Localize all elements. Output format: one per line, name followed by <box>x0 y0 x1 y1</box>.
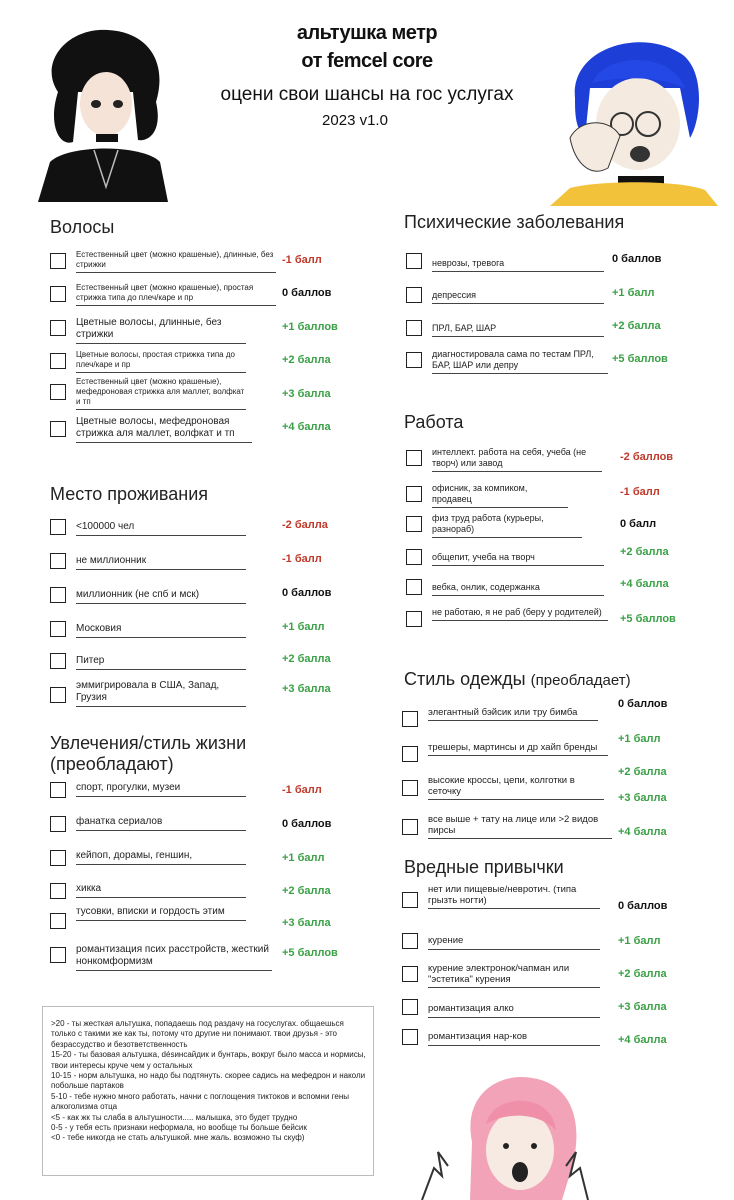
section-title-hair: Волосы <box>50 217 115 237</box>
item-points: +1 баллов <box>282 321 338 333</box>
item-label: курение электронок/чапман или "эстетика" курения <box>428 963 600 988</box>
item-points: -1 балл <box>282 784 322 796</box>
item-points: -1 балл <box>282 553 322 565</box>
item-points: +3 балла <box>618 792 667 804</box>
item-label: миллионник (не спб и мск) <box>76 589 246 604</box>
checkbox[interactable] <box>50 850 66 866</box>
goth-girl-illustration <box>28 22 176 202</box>
checkbox[interactable] <box>50 653 66 669</box>
score-legend-line: 15-20 - ты базовая альтушка, désинсайдик и бунтарь, вокруг было масса и нормисы, твои интересы круче чем у остальных <box>51 1050 366 1070</box>
item-label: все выше + тату на лице или >2 видов пирсы <box>428 814 612 839</box>
item-points: +5 баллов <box>620 613 676 625</box>
item-label: Естественный цвет (можно крашеные), простая стрижка типа до плеч/каре и пр <box>76 283 276 306</box>
score-legend-line: 0-5 - у тебя есть признаки неформала, но вообще ты больше бейсик <box>51 1123 307 1133</box>
item-label: Питер <box>76 655 246 670</box>
section-title-hobbies-note: (преобладают) <box>50 754 174 774</box>
item-label: физ труд работа (курьеры, разнораб) <box>432 513 582 538</box>
page-subtitle: от femcel core <box>301 50 433 72</box>
item-points: +3 балла <box>282 388 331 400</box>
section-title-style <box>404 668 631 692</box>
crying-blue-hair-illustration <box>530 28 720 206</box>
item-points: +2 балла <box>282 354 331 366</box>
section-title-work: Работа <box>404 412 464 432</box>
checkbox[interactable] <box>406 320 422 336</box>
checkbox[interactable] <box>50 421 66 437</box>
item-points: +5 баллов <box>282 947 338 959</box>
item-label: не работаю, я не раб (беру у родителей) <box>432 607 608 621</box>
checkbox[interactable] <box>406 253 422 269</box>
checkbox[interactable] <box>402 711 418 727</box>
checkbox[interactable] <box>402 966 418 982</box>
item-points: +5 баллов <box>612 353 668 365</box>
item-label: депрессия <box>432 289 604 304</box>
item-label: романтизация алко <box>428 1003 600 1018</box>
item-points: +4 балла <box>618 1034 667 1046</box>
item-label: Цветные волосы, простая стрижка типа до плеч/каре и пр <box>76 350 246 373</box>
checkbox[interactable] <box>406 579 422 595</box>
item-label: фанатка сериалов <box>76 816 246 831</box>
item-label: элегантный бэйсик или тру бимба <box>428 707 598 721</box>
item-points: 0 баллов <box>282 818 332 830</box>
item-label: тусовки, вписки и гордость этим <box>76 906 246 921</box>
item-points: +4 балла <box>282 421 331 433</box>
item-label: <100000 чел <box>76 521 246 536</box>
item-label: вебка, онлик, содержанка <box>432 581 604 596</box>
item-points: +1 балл <box>618 733 661 745</box>
item-label: нет или пищевые/невротич. (типа грызть ногти) <box>428 884 600 909</box>
item-points: 0 баллов <box>618 698 668 710</box>
checkbox[interactable] <box>50 253 66 269</box>
item-label: общепит, учеба на творч <box>432 551 604 566</box>
checkbox[interactable] <box>50 353 66 369</box>
checkbox[interactable] <box>50 816 66 832</box>
checkbox[interactable] <box>402 999 418 1015</box>
checkbox[interactable] <box>50 384 66 400</box>
score-legend-box <box>42 1006 374 1176</box>
item-label: диагностировала сама по тестам ПРЛ, БАР, ШАР или депру <box>432 349 608 374</box>
item-points: +3 балла <box>282 917 331 929</box>
page-title: альтушка метр <box>296 22 438 44</box>
checkbox[interactable] <box>50 883 66 899</box>
item-points: +4 балла <box>620 578 669 590</box>
score-legend-line: 5-10 - тебе нужно много работать, начни с поглощения тиктоков и вспомни гены алкоголизма отца <box>51 1091 349 1112</box>
item-label: спорт, прогулки, музеи <box>76 782 246 797</box>
score-legend-line: >20 - ты жесткая альтушка, попадаешь под раздачу на госуслугах. общаешься только с такими же как ты, потому что другие ни понимают. твои друзья - это безрассудство и безответственность <box>51 1019 344 1049</box>
item-points: +1 балл <box>282 621 325 633</box>
score-legend-line: <5 - как жк ты слаба в альтушности..... малышка, это будет трудно <box>51 1112 298 1122</box>
item-points: +2 балла <box>282 653 331 665</box>
item-points: 0 баллов <box>282 587 332 599</box>
checkbox[interactable] <box>406 352 422 368</box>
item-points: +3 балла <box>282 683 331 695</box>
checkbox[interactable] <box>50 587 66 603</box>
item-points: 0 балл <box>620 518 657 530</box>
item-label: неврозы, тревога <box>432 257 604 272</box>
checkbox[interactable] <box>406 486 422 502</box>
item-label: ПРЛ, БАР, ШАР <box>432 322 604 337</box>
checkbox[interactable] <box>406 516 422 532</box>
checkbox[interactable] <box>406 611 422 627</box>
item-label: Цветные волосы, мефедроновая стрижка аля маллет, волфкат и тп <box>76 416 252 443</box>
item-points: +1 балл <box>612 287 655 299</box>
item-points: -1 балл <box>282 254 322 266</box>
item-label: интеллект. работа на себя, учеба (не творч) или завод <box>432 447 602 472</box>
item-points: +2 балла <box>612 320 661 332</box>
item-points: 0 баллов <box>618 900 668 912</box>
section-title-hobbies: Увлечения/стиль жизни <box>50 733 247 753</box>
item-points: -2 баллов <box>620 451 674 463</box>
checkbox[interactable] <box>50 286 66 302</box>
item-points: +1 балл <box>618 935 661 947</box>
item-points: +2 балла <box>618 968 667 980</box>
item-label: офисник, за компиком, продавец <box>432 483 568 508</box>
checkbox[interactable] <box>50 553 66 569</box>
checkbox[interactable] <box>402 746 418 762</box>
section-title-habits: Вредные привычки <box>404 857 564 877</box>
checkbox[interactable] <box>50 913 66 929</box>
score-legend-line: 10-15 - норм альтушка, но надо бы подтянуть. скорее садись на мефедрон и наколи побольше партаков <box>51 1071 366 1091</box>
item-label: курение <box>428 935 600 950</box>
item-points: -1 балл <box>620 486 660 498</box>
item-points: +2 балла <box>620 546 669 558</box>
pink-hair-illustration <box>412 1072 608 1200</box>
item-label: романтизация псих расстройств, жесткий нонкомформизм <box>76 944 272 971</box>
section-title-style-main: Стиль одежды <box>404 669 526 689</box>
item-points: +4 балла <box>618 826 667 838</box>
checkbox[interactable] <box>406 287 422 303</box>
checkbox[interactable] <box>50 947 66 963</box>
section-title-residence: Место проживания <box>50 484 209 504</box>
item-points: 0 баллов <box>282 287 332 299</box>
checkbox[interactable] <box>402 892 418 908</box>
checkbox[interactable] <box>402 819 418 835</box>
item-label: не миллионник <box>76 555 246 570</box>
item-label: Естественный цвет (можно крашеные), мефедроновая стрижка аля маллет, волфкат и тп <box>76 377 246 410</box>
checkbox[interactable] <box>50 519 66 535</box>
checkbox[interactable] <box>50 621 66 637</box>
item-points: +2 балла <box>618 766 667 778</box>
item-label: высокие кроссы, цепи, колготки в сеточку <box>428 775 604 800</box>
page-tagline: оцени свои шансы на гос услугах <box>220 84 514 105</box>
item-points: +2 балла <box>282 885 331 897</box>
score-legend-line: <0 - тебе никогда не стать альтушкой. мне жаль. возможно ты скуф) <box>51 1133 305 1143</box>
item-points: +3 балла <box>618 1001 667 1013</box>
checkbox[interactable] <box>402 933 418 949</box>
checkbox[interactable] <box>402 780 418 796</box>
checkbox[interactable] <box>406 549 422 565</box>
section-title-mental: Психические заболевания <box>404 212 625 232</box>
checkbox[interactable] <box>50 782 66 798</box>
checkbox[interactable] <box>50 320 66 336</box>
item-label: эммигрировала в США, Запад, Грузия <box>76 680 246 707</box>
checkbox[interactable] <box>402 1029 418 1045</box>
item-points: +1 балл <box>282 852 325 864</box>
checkbox[interactable] <box>406 450 422 466</box>
item-label: Цветные волосы, длинные, без стрижки <box>76 317 246 344</box>
checkbox[interactable] <box>50 687 66 703</box>
item-label: хикка <box>76 883 246 898</box>
item-points: -2 балла <box>282 519 328 531</box>
item-label: кейпоп, дорамы, геншин, <box>76 850 246 865</box>
item-label: Московия <box>76 623 246 638</box>
item-label: Естественный цвет (можно крашеные), длинные, без стрижки <box>76 250 276 273</box>
item-points: 0 баллов <box>612 253 662 265</box>
section-title-style-note: (преобладает) <box>530 672 631 689</box>
version-label: 2023 v1.0 <box>322 112 388 129</box>
item-label: романтизация нар-ков <box>428 1031 600 1046</box>
item-label: трешеры, мартинсы и др хайп бренды <box>428 742 608 756</box>
